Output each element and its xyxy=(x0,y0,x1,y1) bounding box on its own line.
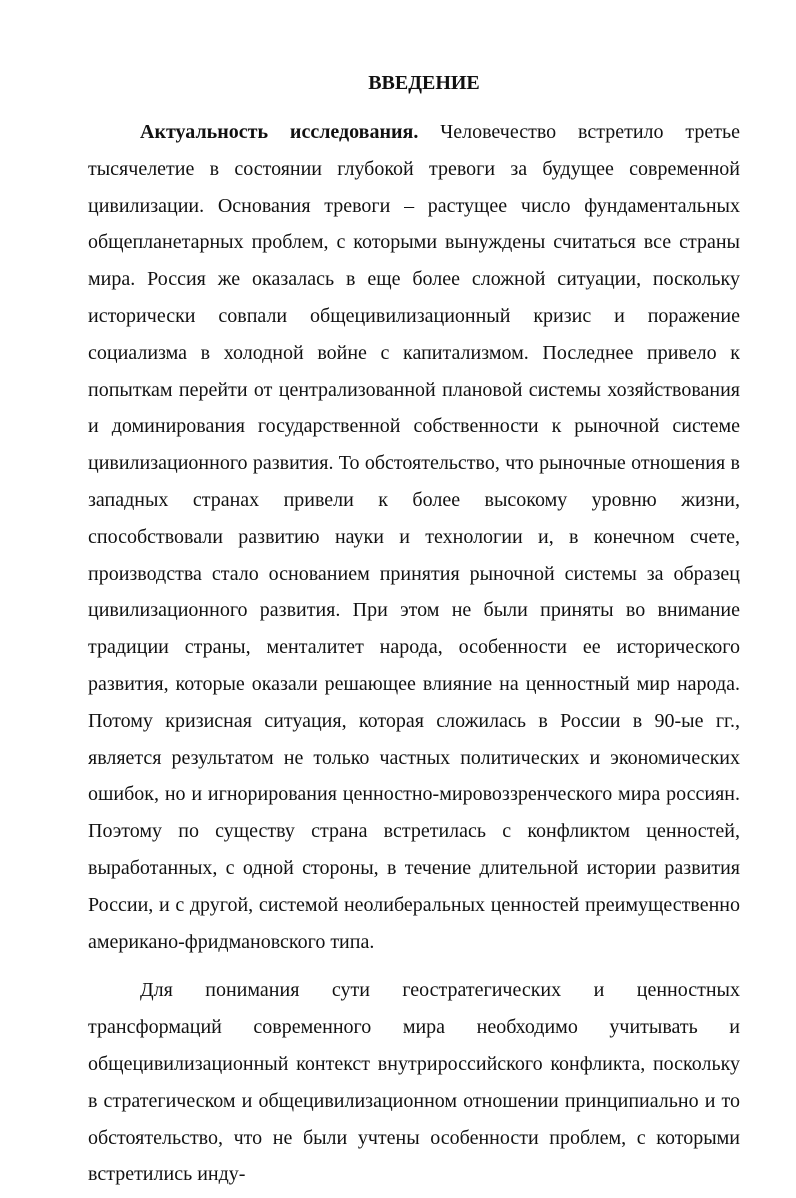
document-page xyxy=(88,70,740,1193)
page-title: ВВЕДЕНИЕ xyxy=(368,72,480,94)
paragraph-body: Человечество встретило третье тысячелетие в состоянии глубокой тревоги за будущее современной цивилизации. Основания тревоги – растущее число фундаментальных общепланетарных проблем, с которыми вынуждены считаться все страны мира. Россия же оказалась в еще более сложной ситуации, поскольку исторически совпали общецивилизационный кризис и поражение социализма в холодной войне с капитализмом. Последнее привело к попыткам перейти от централизованной плановой системы хозяйствования и доминирования государственной собственности к рыночной системе цивилизационного развития. То обстоятельство, что рыночные отношения в западных странах привели к более высокому уровню жизни, способствовали развитию науки и технологии и, в конечном счете, производства стало основанием принятия рыночной системы за образец цивилизационного развития. При этом не были приняты во внимание традиции страны, менталитет народа, особенности ее исторического развития, которые оказали решающее влияние на ценностный мир народа. Потому кризисная ситуация, которая сложилась в России в 90-ые гг., является результатом не только частных политических и экономических ошибок, но и игнорирования ценностно-мировоззренческого мира россиян. Поэтому по существу страна встретилась с конфликтом ценностей, выработанных, с одной стороны, в течение длительной истории развития России, и с другой, системой неолиберальных ценностей преимущественно американо-фридмановского типа. xyxy=(88,121,740,953)
paragraph-lead-heading: Актуальность исследования. xyxy=(140,121,419,143)
paragraph-understanding: Для понимания сути геостратегических и ценностных трансформаций современного мира необходимо учитывать и общецивилизационный контекст внутрироссийского конфликта, поскольку в стратегическом и общецивилизационном отношении принципиально и то обстоятельство, что не были учтены особенности проблем, с которыми встретились инду- xyxy=(88,979,740,1186)
paragraph-relevance xyxy=(88,114,740,960)
